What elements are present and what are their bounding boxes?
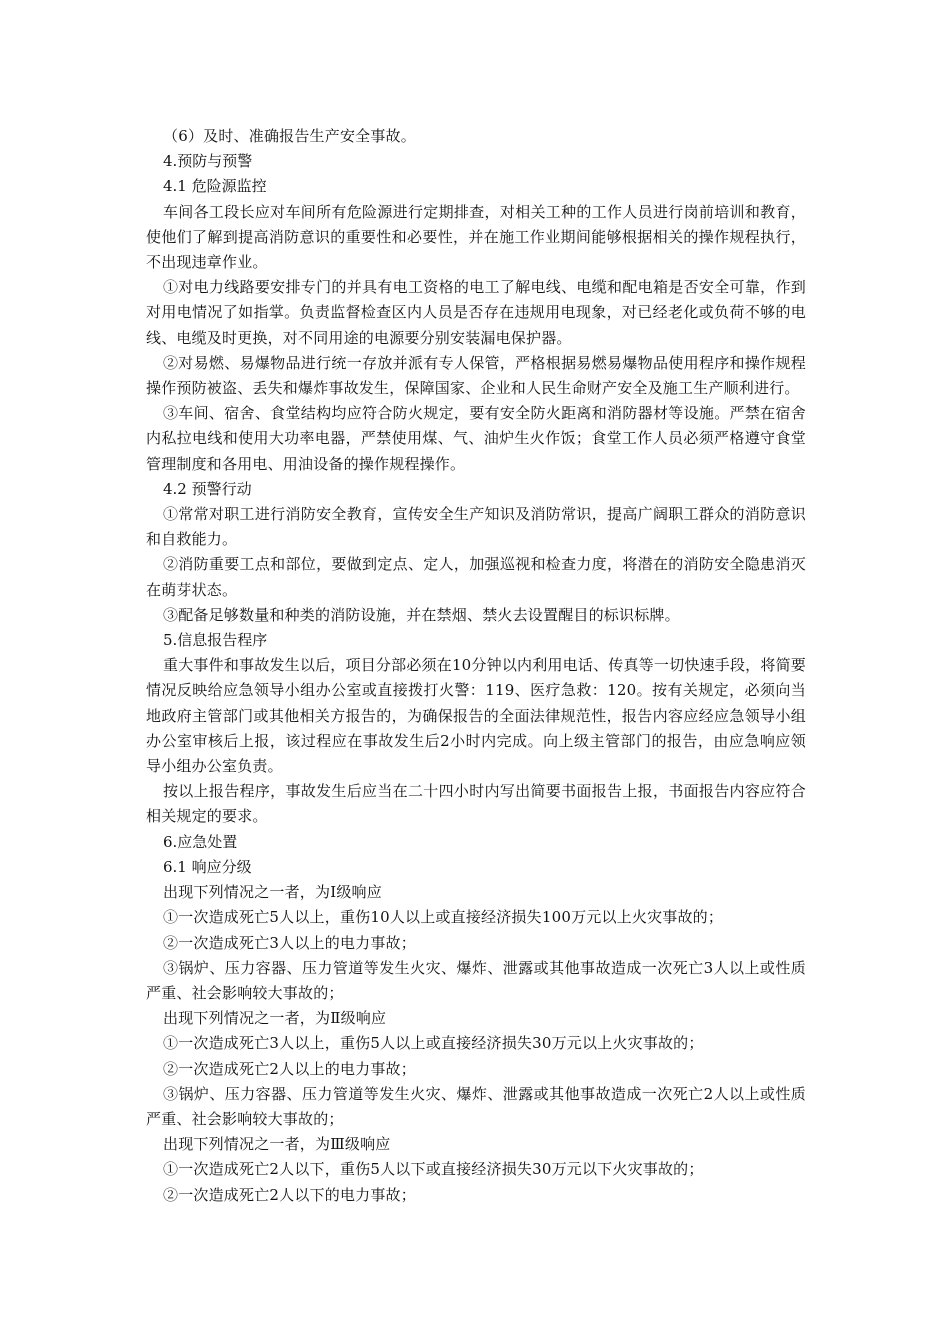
paragraph-written-report: 按以上报告程序，事故发生后应当在二十四小时内写出简要书面报告上报，书面报告内容应符合相关规定的要求。 [146, 782, 806, 826]
paragraph-warning-3: ③配备足够数量和种类的消防设施，并在禁烟、禁火去设置醒目的标识标牌。 [163, 605, 680, 624]
subsection-heading-4-1: 4.1 危险源监控 [163, 177, 267, 196]
paragraph-level-3-item-2: ②一次造成死亡2人以下的电力事故； [163, 1185, 416, 1204]
subsection-heading-4-2: 4.2 预警行动 [163, 479, 252, 498]
paragraph-fire-rules: ③车间、宿舍、食堂结构均应符合防火规定，要有安全防火距离和消防器材等设施。严禁在宿舍内私拉电线和使用大功率电器，严禁使用煤、气、油炉生火作饭；食堂工作人员必须严格遵守食堂管理制度和各用电、用油设备的操作规程操作。 [146, 404, 806, 473]
paragraph-level-2-intro: 出现下列情况之一者，为Ⅱ级响应 [163, 1009, 387, 1028]
paragraph-explosives: ②对易燃、易爆物品进行统一存放并派有专人保管，严格根据易燃易爆物品使用程序和操作规程操作预防被盗、丢失和爆炸事故发生，保障国家、企业和人民生命财产安全及施工生产顺利进行。 [146, 353, 806, 398]
subsection-heading-6-1: 6.1 响应分级 [163, 857, 252, 876]
paragraph-item-6: （6）及时、准确报告生产安全事故。 [163, 127, 416, 145]
paragraph-level-2-item-2: ②一次造成死亡2人以上的电力事故； [163, 1059, 416, 1078]
paragraph-electrical: ①对电力线路要安排专门的并具有电工资格的电工了解电线、电缆和配电箱是否安全可靠，作到对用电情况了如指掌。负责监督检查区内人员是否存在违规用电现象，对已经老化或负荷不够的电线、电缆及时更换，对不同用途的电源要分别安装漏电保护器。 [146, 278, 806, 347]
paragraph-report-procedure: 重大事件和事故发生以后，项目分部必须在10分钟以内利用电话、传真等一切快速手段，将简要情况反映给应急领导小组办公室或直接拨打火警：119、医疗急救：120。按有关规定，必须向当地政府主管部门或其他相关方报告的，为确保报告的全面法律规范性，报告内容应经应急领导小组办公室审核后上报，该过程应在事故发生后2小时内完成。向上级主管部门的报告，由应急响应领导小组办公室负责。 [146, 656, 806, 776]
paragraph-level-1-item-1: ①一次造成死亡5人以上，重伤10人以上或直接经济损失100万元以上火灾事故的； [163, 908, 724, 927]
paragraph-hazard-intro: 车间各工段长应对车间所有危险源进行定期排查，对相关工种的工作人员进行岗前培训和教育，使他们了解到提高消防意识的重要性和必要性，并在施工作业期间能够根据相关的操作规程执行，不出现违章作业。 [146, 202, 806, 272]
section-heading-4: 4.预防与预警 [163, 152, 253, 171]
paragraph-warning-1: ①常常对职工进行消防安全教育，宣传安全生产知识及消防常识，提高广阔职工群众的消防意识和自救能力。 [146, 505, 806, 549]
paragraph-level-3-item-1: ①一次造成死亡2人以下，重伤5人以下或直接经济损失30万元以下火灾事故的； [163, 1160, 704, 1179]
paragraph-warning-2: ②消防重要工点和部位，要做到定点、定人，加强巡视和检查力度，将潜在的消防安全隐患消灭在萌芽状态。 [146, 555, 806, 599]
document-page [146, 124, 806, 1208]
paragraph-level-1-intro: 出现下列情况之一者，为Ⅰ级响应 [163, 883, 382, 902]
paragraph-level-1-item-3: ③锅炉、压力容器、压力管道等发生火灾、爆炸、泄露或其他事故造成一次死亡3人以上或性质严重、社会影响较大事故的； [146, 958, 806, 1002]
paragraph-level-3-intro: 出现下列情况之一者，为Ⅲ级响应 [163, 1135, 391, 1154]
section-heading-5: 5.信息报告程序 [163, 631, 268, 650]
paragraph-level-1-item-2: ②一次造成死亡3人以上的电力事故； [163, 933, 416, 952]
paragraph-level-2-item-3: ③锅炉、压力容器、压力管道等发生火灾、爆炸、泄露或其他事故造成一次死亡2人以上或性质严重、社会影响较大事故的； [146, 1084, 806, 1128]
paragraph-level-2-item-1: ①一次造成死亡3人以上，重伤5人以上或直接经济损失30万元以上火灾事故的； [163, 1034, 704, 1053]
section-heading-6: 6.应急处置 [163, 832, 238, 851]
